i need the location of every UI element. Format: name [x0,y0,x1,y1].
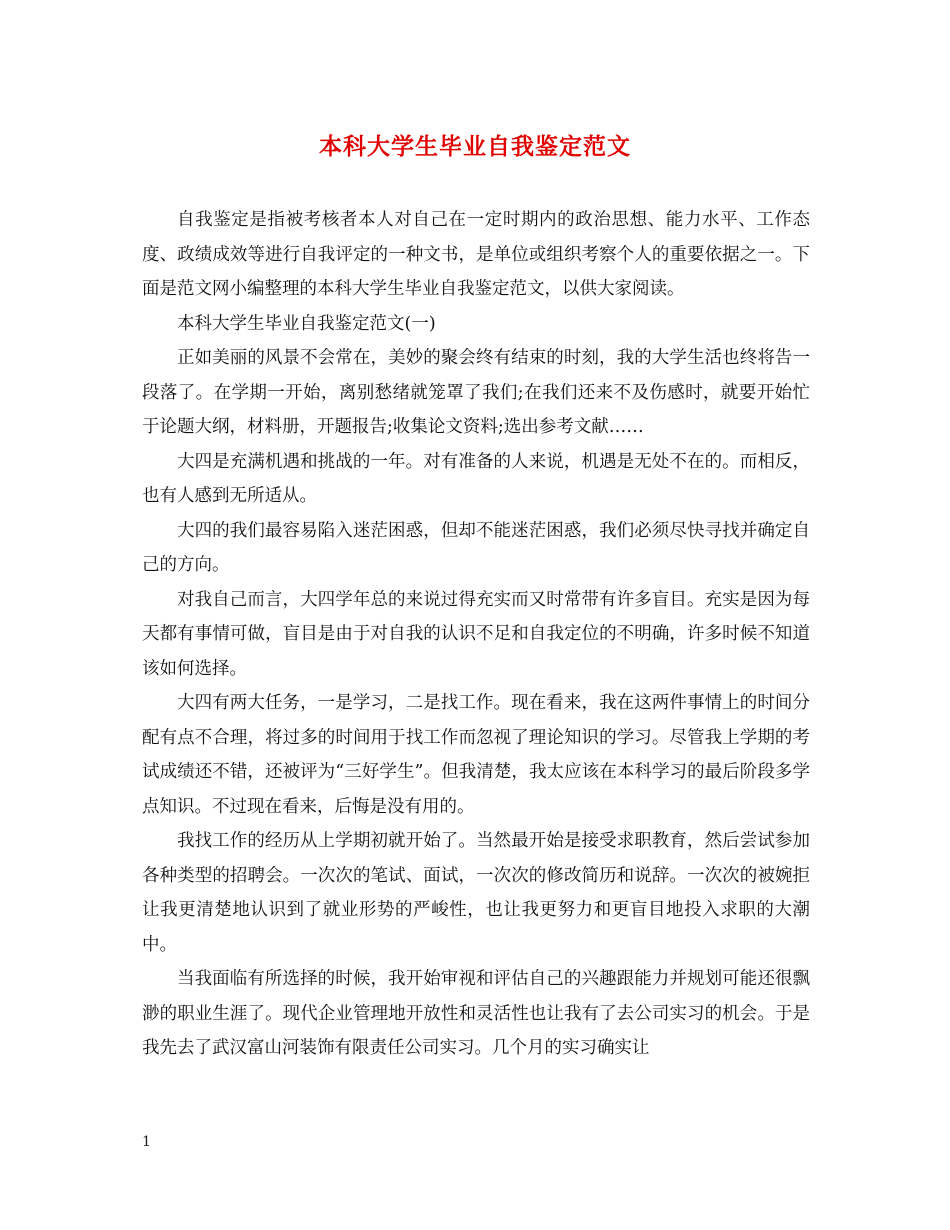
paragraph: 大四的我们最容易陷入迷茫困惑，但却不能迷茫困惑，我们必须尽快寻找并确定自己的方向。 [142,520,810,575]
page-number: 1 [142,1134,151,1150]
section-heading: 本科大学生毕业自我鉴定范文(一) [177,313,436,334]
document-body [142,203,810,1066]
paragraph: 对我自己而言，大四学年总的来说过得充实而又时常带有许多盲目。充实是因为每天都有事情可做，盲目是由于对自我的认识不足和自我定位的不明确，许多时候不知道该如何选择。 [142,589,810,679]
paragraph: 当我面临有所选择的时候，我开始审视和评估自己的兴趣跟能力并规划可能还很飘渺的职业生涯了。现代企业管理地开放性和灵活性也让我有了去公司实习的机会。于是我先去了武汉富山河装饰有限责任公司实习。几个月的实习确实让 [142,969,810,1058]
paragraph: 正如美丽的风景不会常在，美妙的聚会终有结束的时刻，我的大学生活也终将告一段落了。在学期一开始，离别愁绪就笼罩了我们;在我们还来不及伤感时，就要开始忙于论题大纲，材料册，开题报告;收集论文资料;选出参考文献…… [142,348,810,437]
document-title: 本科大学生毕业自我鉴定范文 [319,134,631,160]
paragraph: 我找工作的经历从上学期初就开始了。当然最开始是接受求职教育，然后尝试参加各种类型的招聘会。一次次的笔试、面试，一次次的修改简历和说辞。一次次的被婉拒让我更清楚地认识到了就业形势的严峻性，也让我更努力和更盲目地投入求职的大潮中。 [142,831,810,955]
paragraph-intro: 自我鉴定是指被考核者本人对自己在一定时期内的政治思想、能力水平、工作态度、政绩成效等进行自我评定的一种文书，是单位或组织考察个人的重要依据之一。下面是范文网小编整理的本科大学生毕业自我鉴定范文，以供大家阅读。 [142,210,810,299]
paragraph: 大四是充满机遇和挑战的一年。对有准备的人来说，机遇是无处不在的。而相反，也有人感到无所适从。 [142,451,810,506]
paragraph: 大四有两大任务，一是学习，二是找工作。现在看来，我在这两件事情上的时间分配有点不合理，将过多的时间用于找工作而忽视了理论知识的学习。尽管我上学期的考试成绩还不错，还被评为“三好学生”。但我清楚，我太应该在本科学习的最后阶段多学点知识。不过现在看来，后悔是没有用的。 [142,693,810,817]
